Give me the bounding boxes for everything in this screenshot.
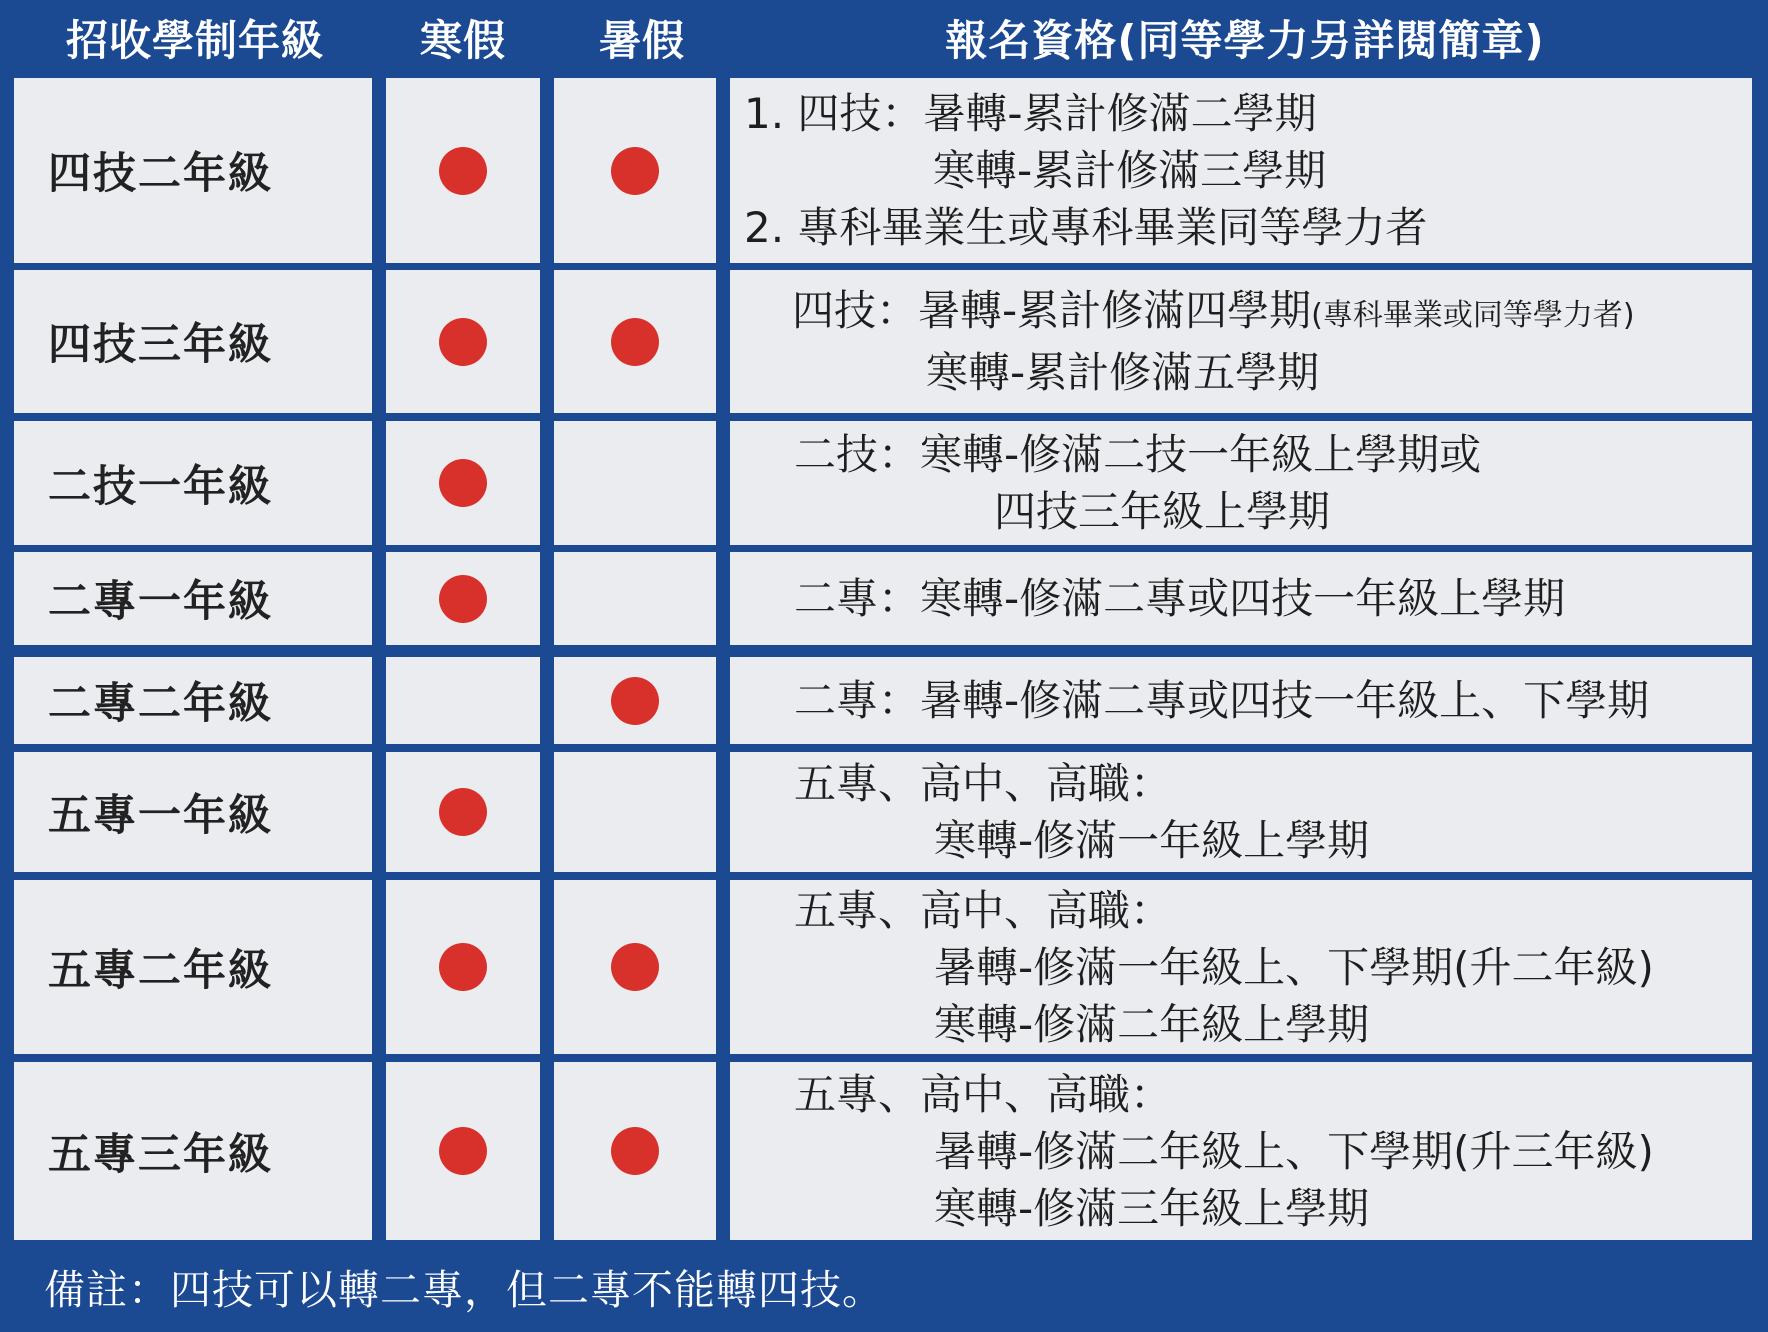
requirement-line xyxy=(730,672,1752,729)
winter-cell xyxy=(386,421,540,545)
requirement-line xyxy=(730,142,1752,199)
requirement-cell xyxy=(730,552,1752,645)
summer-cell xyxy=(554,1062,716,1240)
grade-cell: 四技二年級 xyxy=(14,78,372,263)
summer-cell xyxy=(554,552,716,645)
requirement-text: 二技：寒轉-修滿二技一年級上學期或 xyxy=(794,430,1482,479)
summer-available-dot xyxy=(611,943,659,991)
winter-cell xyxy=(386,1062,540,1240)
requirement-line xyxy=(730,1066,1752,1123)
requirement-text: 2. 專科畢業生或專科畢業同等學力者 xyxy=(744,203,1428,252)
winter-cell xyxy=(386,78,540,263)
requirement-cell xyxy=(730,421,1752,545)
summer-available-dot xyxy=(611,318,659,366)
summer-available-dot xyxy=(611,677,659,725)
header-summer: 暑假 xyxy=(598,16,685,65)
requirement-line xyxy=(730,996,1752,1053)
winter-cell xyxy=(386,657,540,744)
requirement-text: 五專、高中、高職： xyxy=(794,759,1173,808)
requirement-line xyxy=(730,344,1752,401)
winter-available-dot xyxy=(439,1127,487,1175)
winter-available-dot xyxy=(439,575,487,623)
requirement-text: 暑轉-修滿二年級上、下學期(升三年級) xyxy=(934,1126,1654,1176)
summer-cell xyxy=(554,270,716,413)
summer-cell xyxy=(554,752,716,872)
requirement-line xyxy=(730,570,1752,627)
requirement-note: (專科畢業或同等學力者) xyxy=(1311,298,1635,333)
requirement-line xyxy=(730,426,1752,483)
winter-available-dot xyxy=(439,943,487,991)
requirement-line xyxy=(730,85,1752,142)
winter-available-dot xyxy=(439,147,487,195)
grade-cell: 四技三年級 xyxy=(14,270,372,413)
requirement-text: 1. 四技：暑轉-累計修滿二學期 xyxy=(744,89,1317,138)
requirement-line xyxy=(730,812,1752,869)
requirement-line xyxy=(730,282,1752,344)
summer-cell xyxy=(554,78,716,263)
winter-cell xyxy=(386,270,540,413)
grade-cell: 二專一年級 xyxy=(14,552,372,645)
grade-cell: 二專二年級 xyxy=(14,657,372,744)
footnote: 備註：四技可以轉二專，但二專不能轉四技。 xyxy=(44,1265,884,1314)
requirement-cell xyxy=(730,1062,1752,1240)
winter-available-dot xyxy=(439,459,487,507)
requirement-text: 暑轉-修滿一年級上、下學期(升二年級) xyxy=(934,942,1654,992)
requirement-line xyxy=(730,755,1752,812)
requirement-text: 二專：寒轉-修滿二專或四技一年級上學期 xyxy=(794,574,1566,623)
requirement-cell xyxy=(730,78,1752,263)
winter-available-dot xyxy=(439,788,487,836)
requirement-line xyxy=(730,939,1752,996)
winter-cell xyxy=(386,880,540,1054)
winter-cell xyxy=(386,552,540,645)
winter-cell xyxy=(386,752,540,872)
requirement-cell xyxy=(730,657,1752,744)
requirement-text: 寒轉-累計修滿五學期 xyxy=(926,348,1320,397)
grade-cell: 五專二年級 xyxy=(14,880,372,1054)
requirement-line xyxy=(730,199,1752,256)
grade-cell: 二技一年級 xyxy=(14,421,372,545)
requirement-cell xyxy=(730,752,1752,872)
header-grade: 招收學制年級 xyxy=(65,16,324,65)
requirement-text: 寒轉-修滿一年級上學期 xyxy=(934,816,1370,865)
header-requirement: 報名資格(同等學力另詳閱簡章) xyxy=(945,16,1545,65)
requirement-text: 寒轉-修滿三年級上學期 xyxy=(934,1183,1370,1233)
requirement-line xyxy=(730,483,1752,540)
requirement-text: 寒轉-修滿二年級上學期 xyxy=(934,999,1370,1049)
winter-available-dot xyxy=(439,318,487,366)
requirement-line xyxy=(730,1180,1752,1237)
summer-available-dot xyxy=(611,147,659,195)
grade-cell: 五專三年級 xyxy=(14,1062,372,1240)
requirement-text: 四技三年級上學期 xyxy=(994,487,1331,536)
header-winter: 寒假 xyxy=(419,16,506,65)
requirement-text: 二專：暑轉-修滿二專或四技一年級上、下學期 xyxy=(794,676,1650,725)
requirement-line xyxy=(730,882,1752,939)
requirement-text: 五專、高中、高職： xyxy=(794,1069,1173,1119)
requirement-text: 寒轉-累計修滿三學期 xyxy=(933,146,1327,195)
summer-available-dot xyxy=(611,1127,659,1175)
summer-cell xyxy=(554,421,716,545)
requirement-line xyxy=(730,1123,1752,1180)
requirement-cell xyxy=(730,880,1752,1054)
summer-cell xyxy=(554,880,716,1054)
requirement-text: 五專、高中、高職： xyxy=(794,885,1173,935)
summer-cell xyxy=(554,657,716,744)
requirement-text: 四技：暑轉-累計修滿四學期 xyxy=(792,286,1312,335)
grade-cell: 五專一年級 xyxy=(14,752,372,872)
requirement-cell xyxy=(730,270,1752,413)
